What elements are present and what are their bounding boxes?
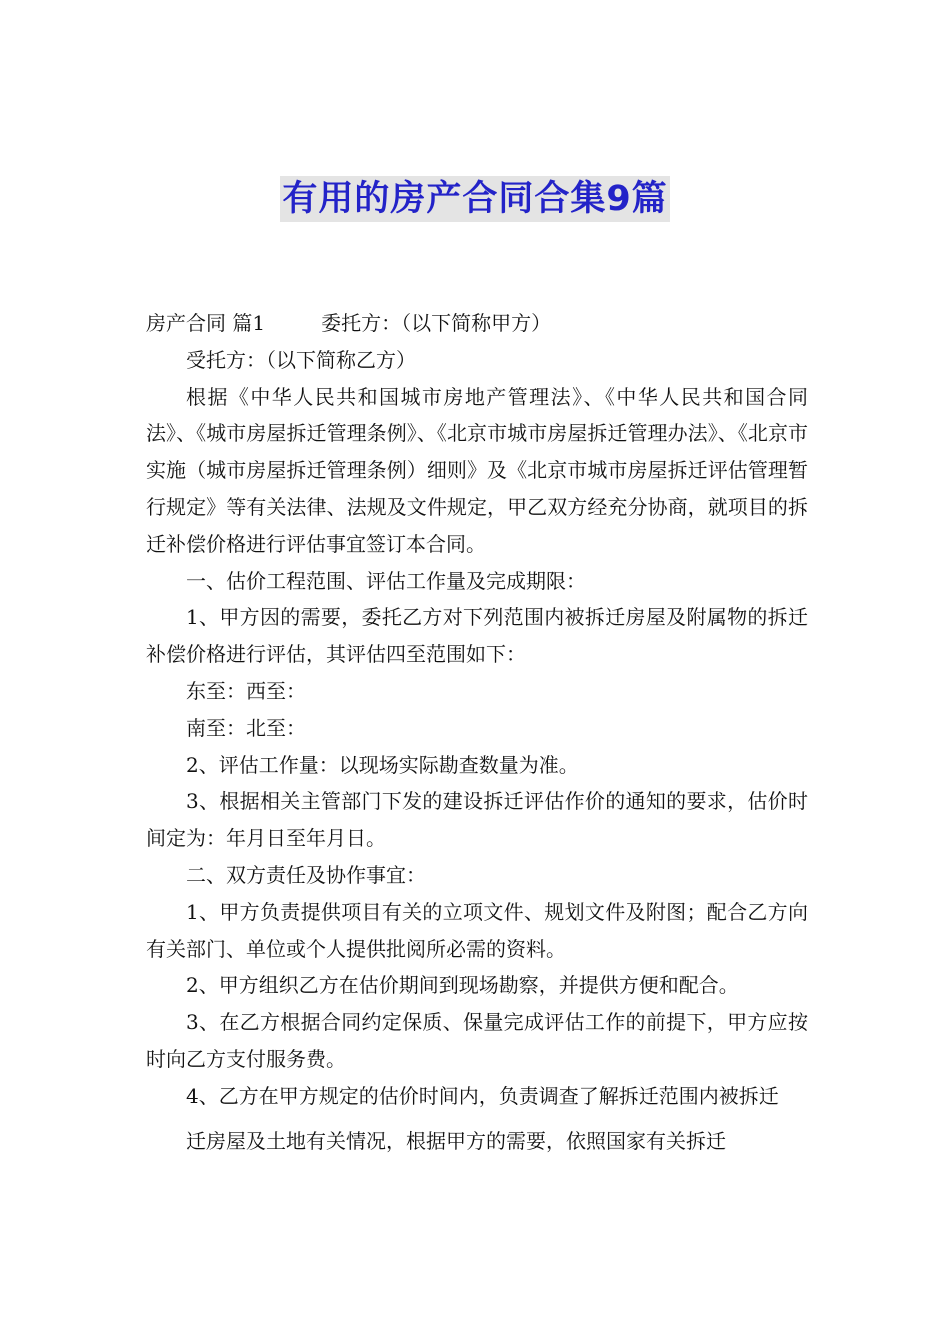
paragraph-south-north: 南至：北至： [186, 715, 306, 740]
paragraph-legal-basis: 根据《中华人民共和国城市房地产管理法》、《中华人民共和国合同法》、《城市房屋拆迁管理条例》、《北京市城市房屋拆迁管理办法》、《北京市实施（城市房屋拆迁管理条例）细则》及《北京市城市房屋拆迁评估管理暂行规定》等有关法律、法规及文件规定，甲乙双方经充分协商，就项目的拆迁补偿价格进行评估事宜签订本合同。 [146, 384, 808, 556]
paragraph-east-west: 东至：西至： [186, 678, 306, 703]
paragraph-continued: 迁房屋及土地有关情况，根据甲方的需要，依照国家有关拆迁 [186, 1128, 726, 1153]
paragraph-first [146, 305, 808, 342]
paragraph-consignor: 委托方：（以下简称甲方） [321, 311, 552, 335]
paragraph-heading-scope: 一、估价工程范围、评估工作量及完成期限： [186, 568, 586, 593]
paragraph-trustee: 受托方：（以下简称乙方） [186, 347, 416, 372]
paragraph-duty-3: 3、在乙方根据合同约定保质、保量完成评估工作的前提下，甲方应按时向乙方支付服务费。 [146, 1010, 808, 1071]
paragraph-heading-duties: 二、双方责任及协作事宜： [186, 862, 426, 887]
section-label: 房产合同 篇1 [146, 311, 266, 335]
document-body [146, 305, 808, 1159]
document-title: 有用的房产合同合集9篇 [280, 176, 669, 222]
paragraph-scope-1: 1、甲方因的需要，委托乙方对下列范围内被拆迁房屋及附属物的拆迁补偿价格进行评估，其评估四至范围如下： [146, 605, 808, 667]
paragraph-duty-1: 1、甲方负责提供项目有关的立项文件、规划文件及附图；配合乙方向有关部门、单位或个人提供批阅所必需的资料。 [146, 899, 808, 961]
paragraph-scope-3: 3、根据相关主管部门下发的建设拆迁评估作价的通知的要求，估价时间定为：年月日至年月日。 [146, 789, 808, 851]
paragraph-duty-4: 4、乙方在甲方规定的估价时间内，负责调查了解拆迁范围内被拆迁 [186, 1083, 779, 1108]
title-wrap [0, 176, 950, 222]
paragraph-duty-2: 2、甲方组织乙方在估价期间到现场勘察，并提供方便和配合。 [186, 973, 739, 998]
paragraph-scope-2: 2、评估工作量：以现场实际勘查数量为准。 [186, 752, 579, 777]
